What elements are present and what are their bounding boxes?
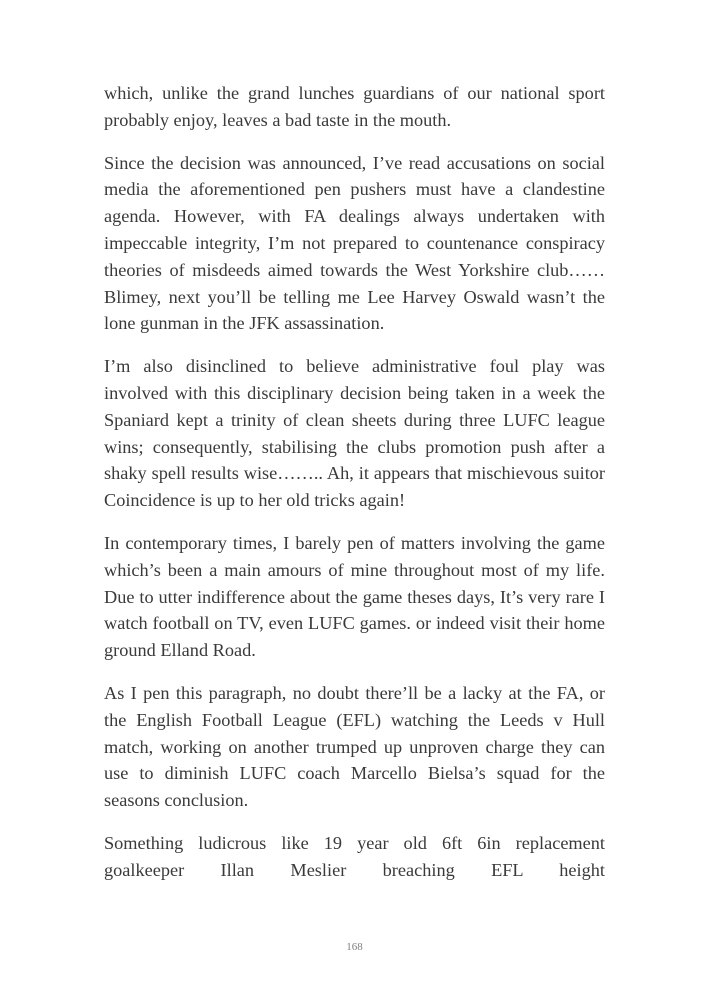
paragraph-1: which, unlike the grand lunches guardians of our national sport probably enjoy, leaves a bad taste in the mouth. (104, 83, 605, 130)
paragraph-6: Something ludicrous like 19 year old 6ft 6in replacement goalkeeper Illan Meslier breaching EFL height (104, 832, 605, 880)
page-number: 168 (346, 941, 363, 953)
body-text (104, 80, 605, 900)
paragraph-2: Since the decision was announced, I’ve read accusations on social media the aforementioned pen pushers must have a clandestine agenda. However, with FA dealings always undertaken with impeccable integrity, I’m not prepared to countenance conspiracy theories of misdeeds aimed towards the West Yorkshire club…… Blimey, next you’ll be telling me Lee Harvey Oswald wasn’t the lone gunman in the JFK assassination. (104, 152, 605, 334)
paragraph-4: In contemporary times, I barely pen of matters involving the game which’s been a main amours of mine throughout most of my life. Due to utter indifference about the game theses days, It’s very rare I watch football on TV, even LUFC games. or indeed visit their home ground Elland Road. (104, 532, 605, 661)
paragraph-5: As I pen this paragraph, no doubt there’ll be a lacky at the FA, or the English Football League (EFL) watching the Leeds v Hull match, working on another trumped up unproven charge they can use to diminish LUFC coach Marcello Bielsa’s squad for the seasons conclusion. (104, 682, 605, 811)
paragraph-3: I’m also disinclined to believe administrative foul play was involved with this disciplinary decision being taken in a week the Spaniard kept a trinity of clean sheets during three LUFC league wins; consequently, stabilising the clubs promotion push after a shaky spell results wise…….. Ah, it appears that mischievous suitor Coincidence is up to her old tricks again! (104, 356, 605, 511)
